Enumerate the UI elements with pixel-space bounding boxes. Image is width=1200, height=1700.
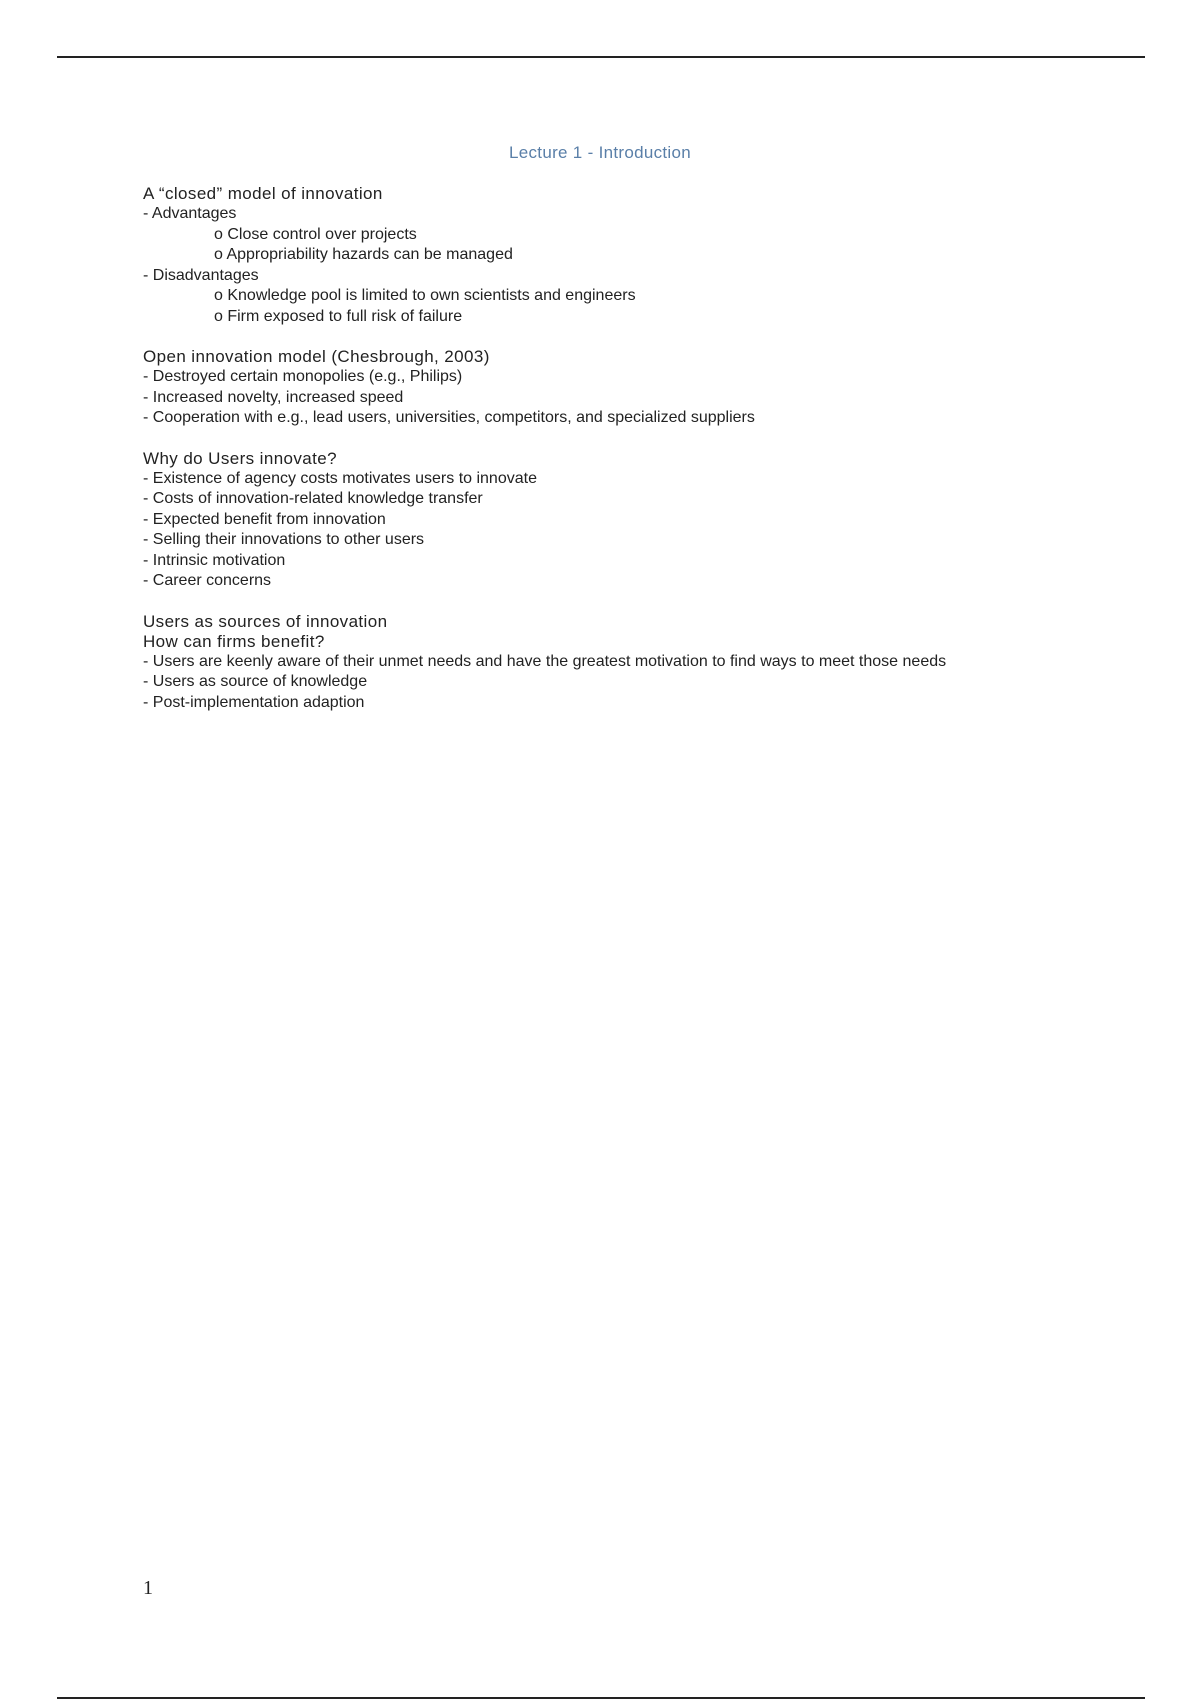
section-heading: Users as sources of innovation bbox=[143, 611, 388, 631]
bullet-item: - Cooperation with e.g., lead users, universities, competitors, and specialized suppliers bbox=[143, 409, 755, 426]
sub-bullet-item: o Knowledge pool is limited to own scientists and engineers bbox=[214, 287, 636, 304]
bullet-item: - Disadvantages bbox=[143, 266, 259, 284]
bullet-item: - Destroyed certain monopolies (e.g., Philips) bbox=[143, 368, 463, 385]
bullet-item: - Advantages bbox=[143, 205, 237, 222]
bullet-item: - Users are keenly aware of their unmet needs and have the greatest motivation to find ways to meet those needs bbox=[143, 652, 947, 670]
section bbox=[143, 347, 1143, 429]
section bbox=[143, 184, 1143, 327]
sub-bullet-item: o Firm exposed to full risk of failure bbox=[214, 307, 463, 325]
bullet-item: - Selling their innovations to other users bbox=[143, 531, 425, 548]
sub-bullet-item: o Appropriability hazards can be managed bbox=[214, 246, 513, 263]
section bbox=[143, 449, 1143, 592]
footer-rule bbox=[57, 1697, 1145, 1699]
document-body bbox=[143, 184, 1143, 733]
section-heading: Why do Users innovate? bbox=[143, 448, 337, 468]
section bbox=[143, 612, 1143, 714]
bullet-item: - Existence of agency costs motivates users to innovate bbox=[143, 469, 537, 487]
page-number: 1 bbox=[143, 1577, 153, 1599]
bullet-item: - Users as source of knowledge bbox=[143, 673, 368, 690]
section-heading: A “closed” model of innovation bbox=[143, 184, 383, 203]
bullet-item: - Increased novelty, increased speed bbox=[143, 388, 404, 406]
bullet-item: - Intrinsic motivation bbox=[143, 551, 286, 569]
section-heading: Open innovation model (Chesbrough, 2003) bbox=[143, 347, 490, 366]
section-heading: How can firms benefit? bbox=[143, 631, 325, 651]
sub-bullet-item: o Close control over projects bbox=[214, 225, 417, 243]
bullet-item: - Costs of innovation-related knowledge transfer bbox=[143, 490, 483, 507]
document-title: Lecture 1 - Introduction bbox=[508, 143, 692, 162]
bullet-item: - Post-implementation adaption bbox=[143, 693, 365, 711]
bullet-item: - Expected benefit from innovation bbox=[143, 510, 386, 528]
bullet-item: - Career concerns bbox=[143, 572, 272, 589]
header-rule bbox=[57, 56, 1145, 58]
